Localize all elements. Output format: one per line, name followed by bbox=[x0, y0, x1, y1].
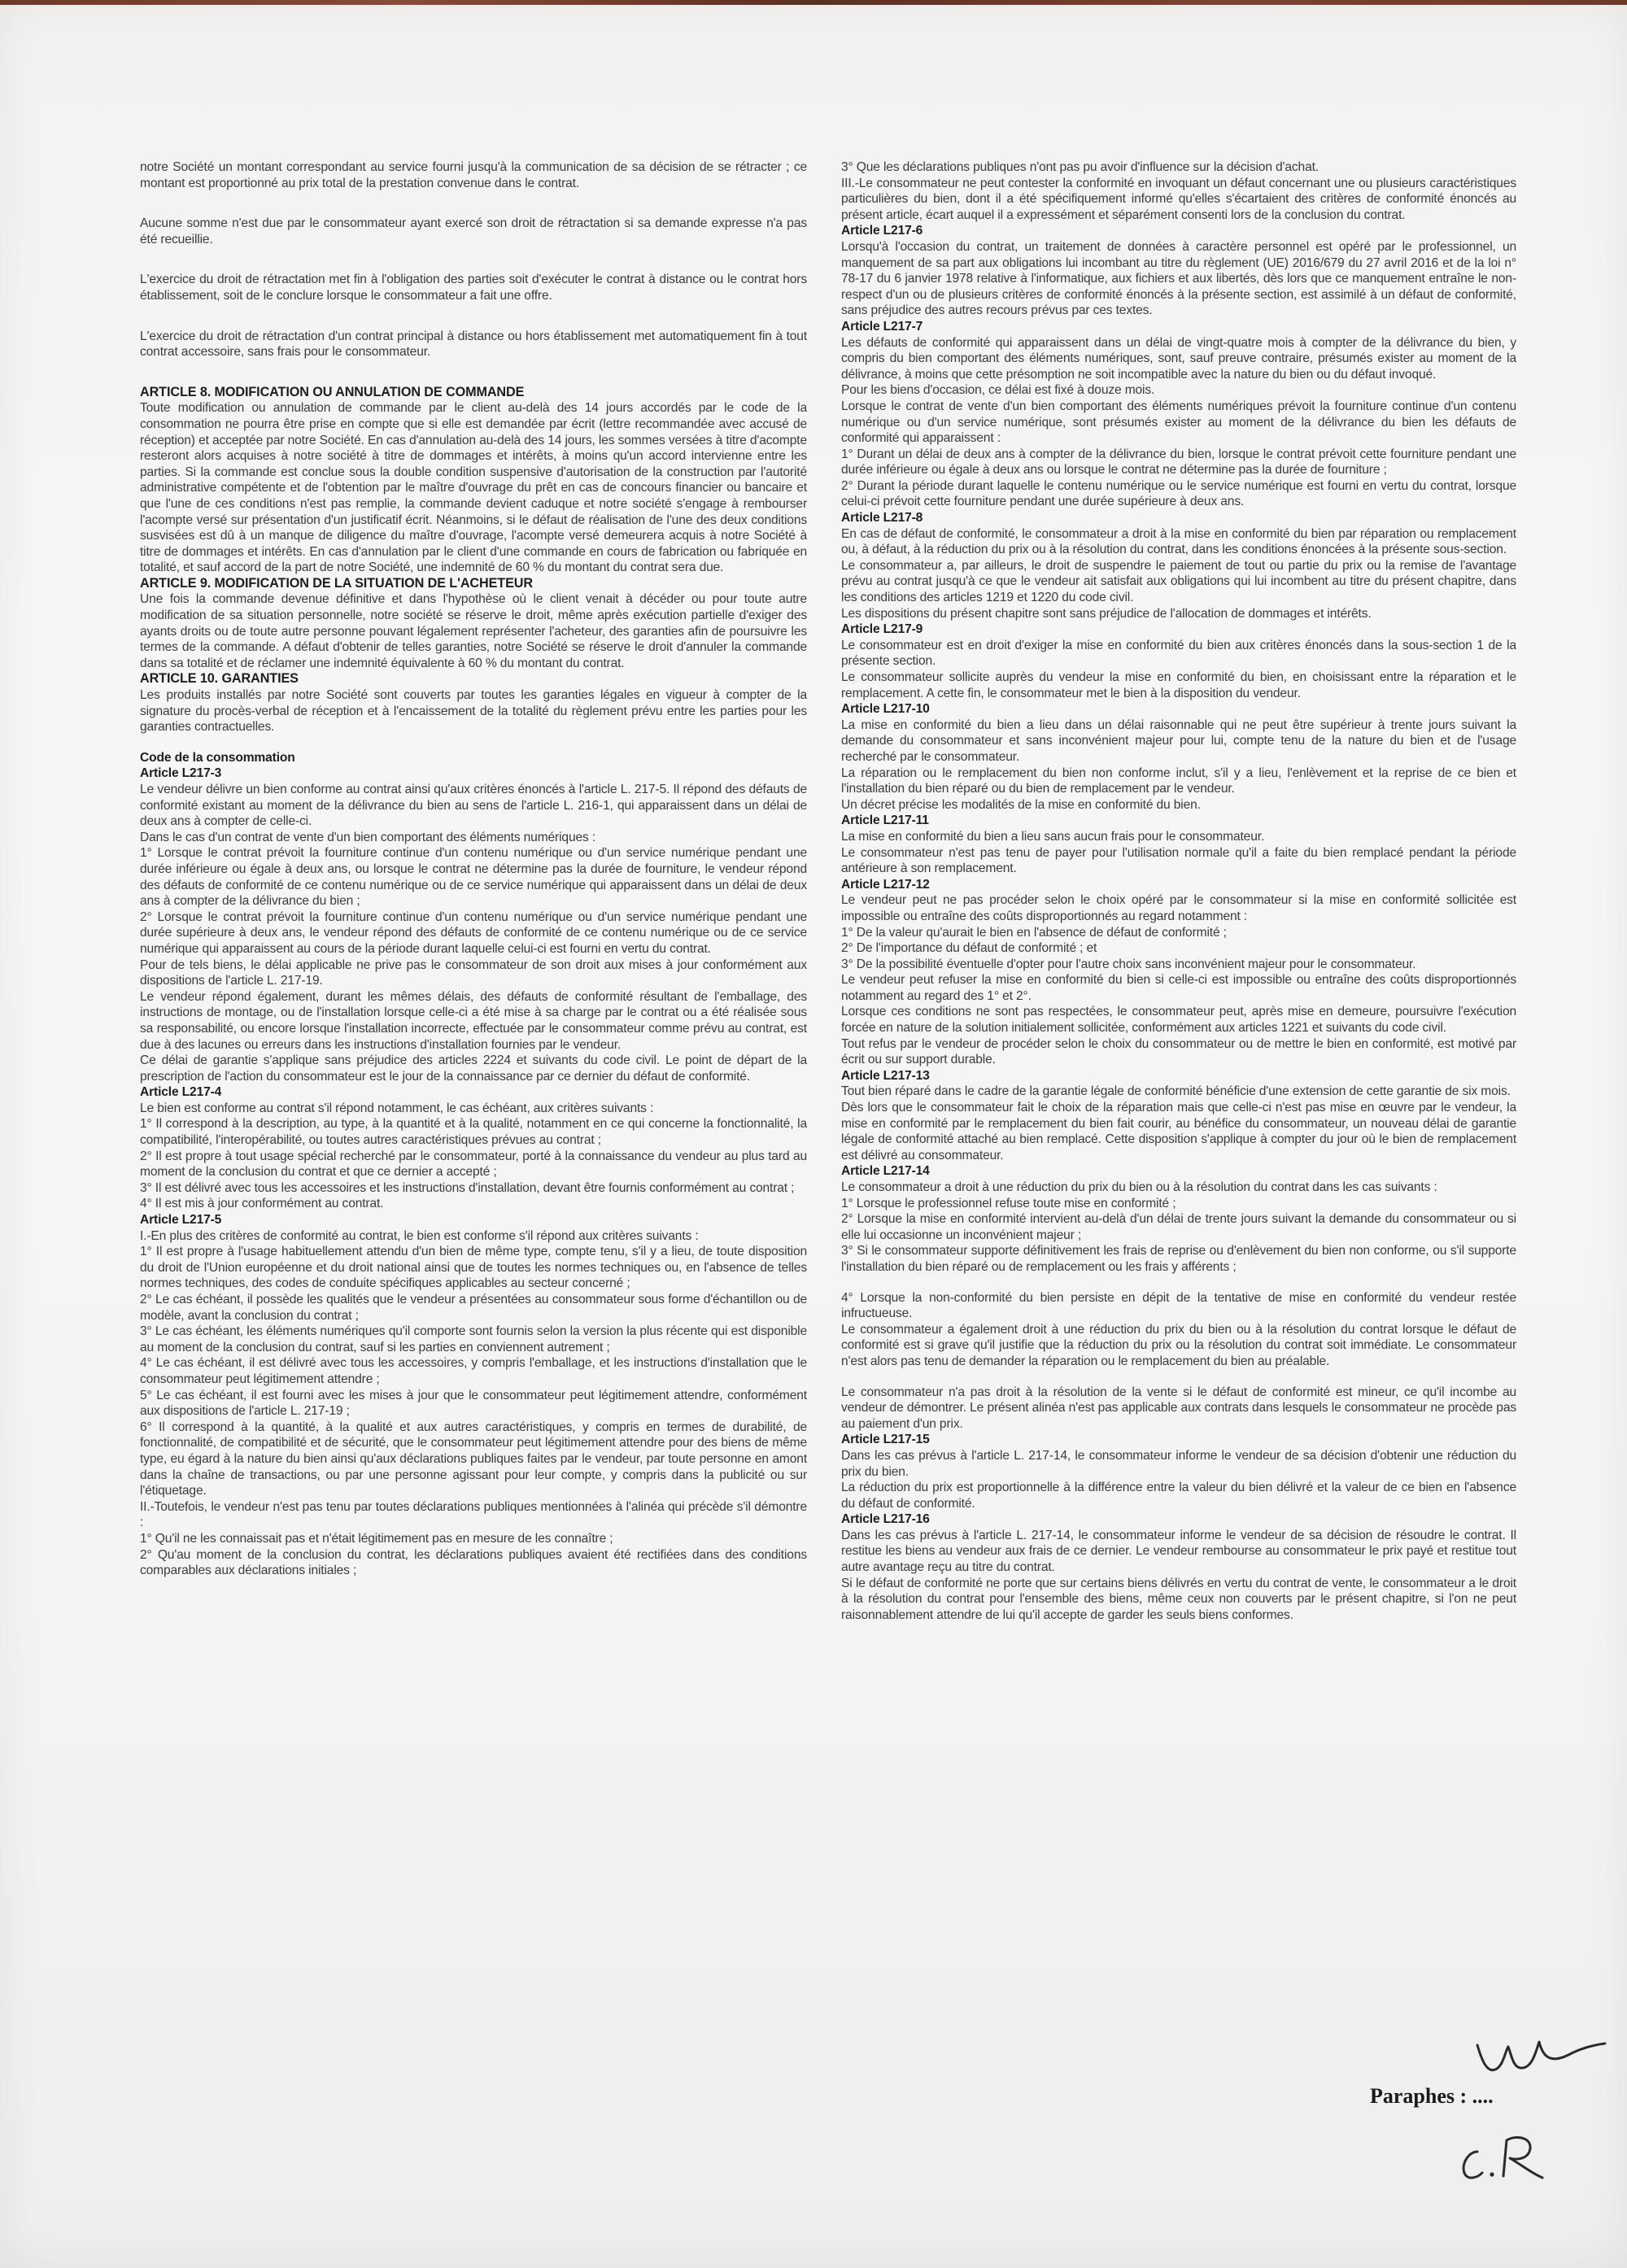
article-8-body: Toute modification ou annulation de commande par le client au-delà des 14 jours accordés par le code de la consommation ne pourra être prise en compte que si elle est demandée par écrit (lettre recommandée avec accusé de réception) et acceptée par notre Société. En cas d'annulation au-delà des 14 jours, les sommes versées à titre d'acompte resteront alors acquises à notre société à titre de dommages et intérêts, à moins qu'un accord intervienne entre les parties. Si la commande est conclue sous la double condition suspensive d'autorisation de la construction par l'autorité administrative compétente et de l'obtention par le maître d'ouvrage du prêt en cas de concours financier ou bancaire et que l'une de ces conditions n'est pas remplie, la commande devient caduque et notre société s'engage à rembourser l'acompte versé sur présentation d'un justificatif écrit. Néanmoins, si le défaut de réalisation de l'une des deux conditions susvisées est dû à un manque de diligence du maître d'ouvrage, l'acompte versé demeurera acquis à notre Société à titre de dommages et intérêts. En cas d'annulation par le client d'une commande en cours de fabrication ou fabriquée en totalité, et sauf accord de la part de notre Société, une indemnité de 60 % du montant du contrat sera due. bbox=[140, 401, 807, 575]
paragraph: I.-En plus des critères de conformité au contrat, le bien est conforme s'il répond aux critères suivants : bbox=[140, 1228, 699, 1243]
paragraph: Dès lors que le consommateur fait le choix de la réparation mais que celle-ci n'est pas mise en œuvre par le vendeur, la mise en conformité par le remplacement du bien fait courir, au bénéfice du consommateur, un nouveau délai de garantie légale de conformité attaché au bien remplacé. Cette disposition s'applique à compter du jour où le bien de remplacement est délivré au consommateur. bbox=[841, 1101, 1516, 1162]
paragraph: 3° Si le consommateur supporte définitivement les frais de reprise ou d'enlèvement du bien non conforme, ou s'il supporte l'installation du bien réparé ou de remplacement ou les frais y afférents ; bbox=[841, 1244, 1516, 1274]
paragraph: 4° Il est mis à jour conformément au contrat. bbox=[140, 1197, 384, 1211]
paragraph: 1° Il correspond à la description, au type, à la quantité et à la qualité, notamment en ce qui concerne la fonctionnalité, la compatibilité, l'interopérabilité, ou toutes autres caractéristiques prévues au contrat ; bbox=[140, 1117, 807, 1148]
paragraph: 3° De la possibilité éventuelle d'opter pour l'autre choix sans inconvénient majeur pour le consommateur. bbox=[841, 957, 1416, 971]
paragraph: Si le défaut de conformité ne porte que sur certains biens délivrés en vertu du contrat de vente, le consommateur a le droit à la résolution du contrat pour l'ensemble des biens, même ceux non couverts par le présent chapitre, si l'on ne peut raisonnablement attendre de lui qu'il accepte de garder les seuls biens conformes. bbox=[841, 1576, 1516, 1622]
article-l217-9-heading: Article L217-9 bbox=[841, 622, 923, 637]
article-l217-16-heading: Article L217-16 bbox=[841, 1512, 930, 1527]
paragraph: La mise en conformité du bien a lieu dans un délai raisonnable qui ne peut être supérieur à trente jours suivant la demande du consommateur et sans inconvénient majeur pour lui, compte tenu de la nature du bien et de l'usage recherché par le consommateur. bbox=[841, 717, 1516, 764]
paragraph: Les défauts de conformité qui apparaissent dans un délai de vingt-quatre mois à compter de la délivrance du bien, y compris du bien comportant des éléments numériques, sont, sauf preuve contraire, présumés exister au moment de la délivrance, à moins que cette présomption ne soit incompatible avec la nature du bien ou du défaut invoqué. bbox=[841, 335, 1516, 382]
article-l217-5-heading: Article L217-5 bbox=[140, 1213, 222, 1228]
paragraph: 4° Lorsque la non-conformité du bien persiste en dépit de la tentative de mise en conformité du vendeur restée infructueuse. bbox=[841, 1290, 1516, 1321]
paragraph: Tout refus par le vendeur de procéder selon le choix du consommateur ou de mettre le bien en conformité, est motivé par écrit ou sur support durable. bbox=[841, 1036, 1516, 1067]
paragraph: 2° De l'importance du défaut de conformité ; et bbox=[841, 941, 1097, 956]
article-l217-10-heading: Article L217-10 bbox=[841, 702, 930, 717]
paragraph: L'exercice du droit de rétractation d'un contrat principal à distance ou hors établissement met automatiquement fin à tout contrat accessoire, sans frais pour le consommateur. bbox=[140, 329, 807, 360]
article-9-heading: ARTICLE 9. MODIFICATION DE LA SITUATION DE L'ACHETEUR bbox=[140, 575, 533, 591]
article-9-body: Une fois la commande devenue définitive et dans l'hypothèse où le client venait à décéder ou pour toute autre modification de sa situation personnelle, notre société se réserve le droit, même après exécution partielle d'exiger des ayants droits ou de toute autre personne pouvant légalement représenter l'acheteur, des garanties afin de poursuivre les termes de la commande. A défaut d'obtenir de telles garanties, notre Société se réserve le droit d'annuler la commande dans sa totalité et de réclamer une indemnité équivalente à 60 % du montant du contrat. bbox=[140, 592, 807, 670]
article-l217-12-heading: Article L217-12 bbox=[841, 877, 930, 892]
article-l217-13-heading: Article L217-13 bbox=[841, 1068, 930, 1083]
paragraph: 6° Il correspond à la quantité, à la qualité et aux autres caractéristiques, y compris en termes de durabilité, de fonctionnalité, de compatibilité et de sécurité, que le consommateur peut légitimement attendre pour des biens de même type, eu égard à la nature du bien ainsi qu'aux déclarations publiques faites par le vendeur, par toute personne en amont dans la chaîne de transactions, ou par une personne agissant pour leur compte, y compris dans la publicité ou sur l'étiquetage. bbox=[140, 1420, 807, 1498]
paragraph: Le vendeur répond également, durant les mêmes délais, des défauts de conformité résultant de l'emballage, des instructions de montage, ou de l'installation lorsque celle-ci a été mise à sa charge par le contrat ou a été réalisée sous sa responsabilité, ou encore lorsque l'installation incorrecte, effectuée par le consommateur comme prévu au contrat, est due à des lacunes ou erreurs dans les instructions d'installation fournies par le vendeur. bbox=[140, 989, 807, 1052]
paraphes-label: Paraphes : .... bbox=[1370, 2084, 1494, 2108]
paragraph: 2° Il est propre à tout usage spécial recherché par le consommateur, porté à la connaissance du vendeur au plus tard au moment de la conclusion du contrat et que ce dernier a accepté ; bbox=[140, 1149, 807, 1180]
paragraph: Le consommateur n'a pas droit à la résolution de la vente si le défaut de conformité est mineur, ce qu'il incombe au vendeur de démontrer. Le présent alinéa n'est pas applicable aux contrats dans lesquels le consommateur ne procède pas au paiement d'un prix. bbox=[841, 1385, 1516, 1431]
paragraph: L'exercice du droit de rétractation met fin à l'obligation des parties soit d'exécuter le contrat à distance ou le contrat hors établissement, soit de le conclure lorsque le consommateur a fait une offre. bbox=[140, 273, 807, 303]
paragraph: 2° Le cas échéant, il possède les qualités que le vendeur a présentées au consommateur sous forme d'échantillon ou de modèle, avant la conclusion du contrat ; bbox=[140, 1293, 807, 1323]
article-l217-4-heading: Article L217-4 bbox=[140, 1085, 222, 1100]
paragraph: notre Société un montant correspondant au service fourni jusqu'à la communication de sa décision de se rétracter ; ce montant est proportionné au prix total de la prestation convenue dans le contrat. bbox=[140, 160, 807, 190]
paragraph: 3° Il est délivré avec tous les accessoires et les instructions d'installation, devant être fournis conformément au contrat ; bbox=[140, 1180, 795, 1195]
paragraph: 1° Il est propre à l'usage habituellement attendu d'un bien de même type, compte tenu, s'il y a lieu, de toute disposition du droit de l'Union européenne et du droit national ainsi que de toutes les normes techniques ou, en l'absence de telles normes techniques, des codes de conduite spécifiques applicables au secteur concerné ; bbox=[140, 1245, 807, 1291]
left-column bbox=[140, 159, 807, 1579]
paragraph: Un décret précise les modalités de la mise en conformité du bien. bbox=[841, 797, 1201, 812]
article-l217-14-heading: Article L217-14 bbox=[841, 1164, 930, 1179]
article-10-heading: ARTICLE 10. GARANTIES bbox=[140, 671, 299, 687]
paragraph: Le consommateur n'est pas tenu de payer pour l'utilisation normale qu'il a faite du bien remplacé pendant la période antérieure à son remplacement. bbox=[841, 845, 1516, 876]
article-l217-6-heading: Article L217-6 bbox=[841, 224, 923, 238]
paragraph: Pour de tels biens, le délai applicable ne prive pas le consommateur de son droit aux mises à jour conformément aux dispositions de l'article L. 217-19. bbox=[140, 957, 807, 988]
paragraph: 1° Lorsque le professionnel refuse toute mise en conformité ; bbox=[841, 1196, 1176, 1210]
paragraph: 2° Lorsque la mise en conformité intervient au-delà d'un délai de trente jours suivant la demande du consommateur ou si elle lui occasionne un inconvénient majeur ; bbox=[841, 1212, 1516, 1242]
paragraph: 3° Le cas échéant, les éléments numériques qu'il comporte sont fournis selon la version la plus récente qui est disponible au moment de la conclusion du contrat, sauf si les parties en conviennent autrement ; bbox=[140, 1324, 807, 1354]
article-10-body: Les produits installés par notre Société sont couverts par toutes les garanties légales en vigueur à compter de la signature du procès-verbal de réception et à l'encaissement de la totalité du règlement prévu entre les parties pour les garanties contractuelles. bbox=[140, 688, 807, 735]
handwritten-initials-bottom bbox=[1453, 2127, 1567, 2192]
paragraph: 2° Durant la période durant laquelle le contenu numérique ou le service numérique est fourni en vertu du contrat, lorsque celui-ci prévoit cette fourniture pendant une durée supérieure à deux ans. bbox=[841, 478, 1516, 509]
paragraph: 5° Le cas échéant, il est fourni avec les mises à jour que le consommateur peut légitimement attendre, conformément aux dispositions de l'article L. 217-19 ; bbox=[140, 1388, 807, 1419]
paragraph: Aucune somme n'est due par le consommateur ayant exercé son droit de rétractation si sa demande expresse n'a pas été recueillie. bbox=[140, 216, 807, 246]
paragraph: Tout bien réparé dans le cadre de la garantie légale de conformité bénéficie d'une extension de cette garantie de six mois. bbox=[841, 1084, 1511, 1099]
paragraph: La réparation ou le remplacement du bien non conforme inclut, s'il y a lieu, l'enlèvement et la reprise de ce bien et l'installation du bien réparé ou du bien de remplacement par le vendeur. bbox=[841, 765, 1516, 796]
paragraph: 1° Durant un délai de deux ans à compter de la délivrance du bien, lorsque le contrat prévoit cette fourniture pendant une durée inférieure ou égale à deux ans ou lorsque le contrat ne détermine pas la durée de fourniture ; bbox=[841, 447, 1516, 478]
article-l217-3-heading: Article L217-3 bbox=[140, 766, 222, 781]
paragraph: Le consommateur a également droit à une réduction du prix du bien ou à la résolution du contrat lorsque le défaut de conformité est si grave qu'il justifie que la réduction du prix ou la résolution du contrat soit immédiate. Le consommateur n'est alors pas tenu de demander la réparation ou le remplacement du bien au préalable. bbox=[841, 1322, 1516, 1368]
paragraph: Ce délai de garantie s'applique sans préjudice des articles 2224 et suivants du code civil. Le point de départ de la prescription de l'action du consommateur est le jour de la connaissance par ce dernier du défaut de conformité. bbox=[140, 1053, 807, 1084]
article-l217-7-heading: Article L217-7 bbox=[841, 319, 923, 334]
paragraph: 1° Qu'il ne les connaissait pas et n'était légitimement pas en mesure de les connaître ; bbox=[140, 1531, 613, 1546]
paragraph: Le consommateur a, par ailleurs, le droit de suspendre le paiement de tout ou partie du prix ou la remise de l'avantage prévu au contrat jusqu'à ce que le vendeur ait satisfait aux obligations qui lui incombent au titre du présent chapitre, dans les conditions des articles 1219 et 1220 du code civil. bbox=[841, 558, 1516, 605]
paragraph: 2° Lorsque le contrat prévoit la fourniture continue d'un contenu numérique ou d'un service numérique pendant une durée supérieure à deux ans, le vendeur répond des défauts de conformité de ce contenu numérique ou de ce service numérique qui apparaissent au cours de la période durant laquelle celui-ci est fourni en vertu du contrat. bbox=[140, 909, 807, 956]
paragraph: Le vendeur peut ne pas procéder selon le choix opéré par le consommateur si la mise en conformité sollicitée est impossible ou entraîne des coûts disproportionnés au regard notamment : bbox=[841, 893, 1516, 923]
paragraph: III.-Le consommateur ne peut contester la conformité en invoquant un défaut concernant une ou plusieurs caractéristiques particulières du bien, dont il a été spécifiquement informé qu'elles s'écartaient des critères de conformité énoncés au présent article, écart auquel il a expressément et séparément consenti lors de la conclusion du contrat. bbox=[841, 176, 1516, 222]
paragraph: Le consommateur sollicite auprès du vendeur la mise en conformité du bien, en choisissant entre la réparation et le remplacement. A cette fin, le consommateur met le bien à la disposition du vendeur. bbox=[841, 670, 1516, 700]
article-l217-8-heading: Article L217-8 bbox=[841, 511, 923, 526]
paragraph: Le consommateur a droit à une réduction du prix du bien ou à la résolution du contrat dans les cas suivants : bbox=[841, 1180, 1437, 1194]
paragraph: Lorsqu'à l'occasion du contrat, un traitement de données à caractère personnel est opéré par le professionnel, un manquement de sa part aux obligations lui incombant au titre du règlement (UE) 2016/679 du 27 avril 2016 et de la loi n° 78-17 du 6 janvier 1978 relative à l'informatique, aux fichiers et aux libertés, dès lors que ce manquement entraîne le non-respect d'un ou de plusieurs critères de conformité énoncés à la présente section, est assimilé à un défaut de conformité, sans préjudice des autres recours prévus par ces textes. bbox=[841, 239, 1516, 318]
paragraph: La réduction du prix est proportionnelle à la différence entre la valeur du bien délivré et la valeur de ce bien en l'absence du défaut de conformité. bbox=[841, 1481, 1516, 1511]
paragraph: Le bien est conforme au contrat s'il répond notamment, le cas échéant, aux critères suivants : bbox=[140, 1101, 654, 1115]
paragraph: 1° De la valeur qu'aurait le bien en l'absence de défaut de conformité ; bbox=[841, 925, 1227, 940]
paragraph: Le consommateur est en droit d'exiger la mise en conformité du bien aux critères énoncés dans la sous-section 1 de la présente section. bbox=[841, 638, 1516, 669]
paragraph: En cas de défaut de conformité, le consommateur a droit à la mise en conformité du bien par réparation ou remplacement ou, à défaut, à la réduction du prix ou à la résolution du contrat, dans les conditions énoncées à la présente sous-section. bbox=[841, 526, 1516, 557]
article-l217-11-heading: Article L217-11 bbox=[841, 813, 929, 828]
paragraph: Dans les cas prévus à l'article L. 217-14, le consommateur informe le vendeur de sa décision d'obtenir une réduction du prix du bien. bbox=[841, 1448, 1516, 1479]
paragraph: Lorsque le contrat de vente d'un bien comportant des éléments numériques prévoit la fourniture continue d'un contenu numérique ou d'un service numérique, sont présumés exister au moment de la délivrance du bien les défauts de conformité qui apparaissent : bbox=[841, 399, 1516, 446]
paragraph: Pour les biens d'occasion, ce délai est fixé à douze mois. bbox=[841, 383, 1155, 398]
paragraph: II.-Toutefois, le vendeur n'est pas tenu par toutes déclarations publiques mentionnées à l'alinéa qui précède s'il démontre : bbox=[140, 1499, 807, 1530]
code-consommation-heading: Code de la consommation bbox=[140, 750, 295, 765]
paragraph: Dans les cas prévus à l'article L. 217-14, le consommateur informe le vendeur de sa décision de résoudre le contrat. Il restitue les biens au vendeur aux frais de ce dernier. Le vendeur rembourse au consommateur le prix payé et restitue tout autre avantage reçu au titre du contrat. bbox=[841, 1528, 1516, 1575]
paragraph: Les dispositions du présent chapitre sont sans préjudice de l'allocation de dommages et intérêts. bbox=[841, 606, 1372, 621]
article-8-heading: ARTICLE 8. MODIFICATION OU ANNULATION DE COMMANDE bbox=[140, 384, 525, 399]
paragraph: 1° Lorsque le contrat prévoit la fourniture continue d'un contenu numérique ou d'un service numérique pendant une durée inférieure ou égale à deux ans, ou lorsque le contrat ne détermine pas la durée de fourniture, le vendeur répond des défauts de conformité de ce contenu numérique ou de ce service numérique qui apparaissent dans un délai de deux ans à compter de la délivrance du bien ; bbox=[140, 846, 807, 909]
paragraph: 3° Que les déclarations publiques n'ont pas pu avoir d'influence sur la décision d'achat. bbox=[841, 160, 1319, 174]
paragraph: 2° Qu'au moment de la conclusion du contrat, les déclarations publiques avaient été rectifiées dans des conditions comparables aux déclarations initiales ; bbox=[140, 1547, 807, 1578]
paragraph: Le vendeur peut refuser la mise en conformité du bien si celle-ci est impossible ou entraîne des coûts disproportionnés notamment au regard des 1° et 2°. bbox=[841, 973, 1516, 1003]
paragraph: Lorsque ces conditions ne sont pas respectées, le consommateur peut, après mise en demeure, poursuivre l'exécution forcée en nature de la solution initialement sollicitée, conformément aux articles 1221 et suivants du code civil. bbox=[841, 1005, 1516, 1036]
handwritten-initials-top bbox=[1471, 2022, 1609, 2096]
article-l217-15-heading: Article L217-15 bbox=[841, 1433, 930, 1447]
paragraph: 4° Le cas échéant, il est délivré avec tous les accessoires, y compris l'emballage, et les instructions d'installation que le consommateur peut légitimement attendre ; bbox=[140, 1356, 807, 1386]
paragraph: Dans le cas d'un contrat de vente d'un bien comportant des éléments numériques : bbox=[140, 830, 595, 844]
paragraph: La mise en conformité du bien a lieu sans aucun frais pour le consommateur. bbox=[841, 829, 1265, 844]
right-column bbox=[841, 159, 1516, 1623]
paragraph: Le vendeur délivre un bien conforme au contrat ainsi qu'aux critères énoncés à l'article L. 217-5. Il répond des défauts de conformité existant au moment de la délivrance du bien au sens de l'article L. 216-1, qui apparaissent dans un délai de deux ans à compter de celle-ci. bbox=[140, 783, 807, 829]
